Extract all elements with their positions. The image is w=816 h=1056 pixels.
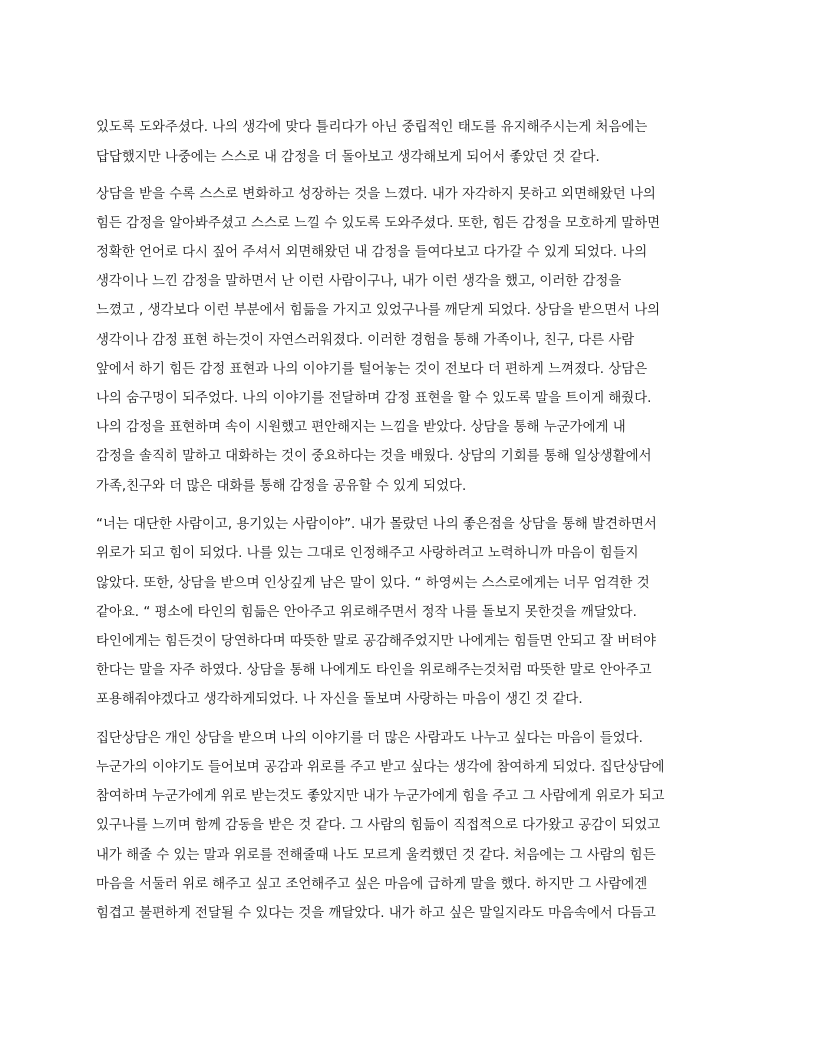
text-line: 답답했지만 나중에는 스스로 내 감정을 더 돌아보고 생각해보게 되어서 좋았던 것 같다.	[96, 150, 600, 165]
text-line: 상담을 받을 수록 스스로 변화하고 성장하는 것을 느꼈다. 내가 자각하지 못하고 외면해왔던 나의	[96, 187, 656, 202]
text-line: 감정을 솔직히 말하고 대화하는 것이 중요하다는 것을 배웠다. 상담의 기회를 통해 일상생활에서	[96, 449, 652, 464]
text-line: 생각이나 감정 표현 하는것이 자연스러워졌다. 이러한 경험을 통해 가족이나, 친구, 다른 사람	[96, 333, 635, 348]
text-line: 타인에게는 힘든것이 당연하다며 따뜻한 말로 공감해주었지만 나에게는 힘들면 안되고 잘 버텨야	[96, 634, 656, 649]
text-line: 내가 해줄 수 있는 말과 위로를 전해줄때 나도 모르게 울컥했던 것 같다. 처음에는 그 사람의 힘든	[96, 848, 656, 863]
text-line: 포용해줘야겠다고 생각하게되었다. 나 자신을 돌보며 사랑하는 마음이 생긴 것 같다.	[96, 692, 583, 707]
text-line: 느꼈고 , 생각보다 이런 부분에서 힘듦을 가지고 있었구나를 깨닫게 되었다. 상담을 받으면서 나의	[96, 303, 661, 318]
text-line: 않았다. 또한, 상담을 받으며 인상깊게 남은 말이 있다. “ 하영씨는 스스로에게는 너무 엄격한 것	[96, 576, 650, 591]
text-line: “너는 대단한 사람이고, 용기있는 사람이야”. 내가 몰랐던 나의 좋은점을 상담을 통해 발견하면서	[96, 517, 657, 532]
text-line: 누군가의 이야기도 들어보며 공감과 위로를 주고 받고 싶다는 생각에 참여하게 되었다. 집단상담에	[96, 760, 665, 775]
text-line: 앞에서 하기 힘든 감정 표현과 나의 이야기를 털어놓는 것이 전보다 더 편하게 느껴졌다. 상담은	[96, 362, 648, 377]
text-line: 집단상담은 개인 상담을 받으며 나의 이야기를 더 많은 사람과도 나누고 싶다는 마음이 들었다.	[96, 731, 643, 746]
text-line: 나의 감정을 표현하며 속이 시원했고 편안해지는 느낌을 받았다. 상담을 통해 누군가에게 내	[96, 420, 626, 435]
text-line: 가족,친구와 더 많은 대화를 통해 감정을 공유할 수 있게 되었다.	[96, 479, 467, 494]
text-line: 힘겹고 불편하게 전달될 수 있다는 것을 깨달았다. 내가 하고 싶은 말일지라도 마음속에서 다듬고	[96, 906, 656, 921]
text-line: 참여하며 누군가에게 위로 받는것도 좋았지만 내가 누군가에게 힘을 주고 그 사람에게 위로가 되고	[96, 789, 665, 804]
text-line: 있구나를 느끼며 함께 감동을 받은 것 같다. 그 사람의 힘듦이 직접적으로 다가왔고 공감이 되었고	[96, 818, 661, 833]
text-line: 생각이나 느낀 감정을 말하면서 난 이런 사람이구나, 내가 이런 생각을 했고, 이러한 감정을	[96, 274, 622, 289]
text-line: 있도록 도와주셨다. 나의 생각에 맞다 틀리다가 아닌 중립적인 태도를 유지해주시는게 처음에는	[96, 120, 648, 135]
text-line: 나의 숨구멍이 되주었다. 나의 이야기를 전달하며 감정 표현을 할 수 있도록 말을 트이게 해줬다.	[96, 391, 652, 406]
text-line: 마음을 서둘러 위로 해주고 싶고 조언해주고 싶은 마음에 급하게 말을 했다. 하지만 그 사람에겐	[96, 877, 648, 892]
text-line: 정확한 언어로 다시 짚어 주셔서 외면해왔던 내 감정을 들여다보고 다가갈 수 있게 되었다. 나의	[96, 245, 648, 260]
text-line: 힘든 감정을 알아봐주셨고 스스로 느낄 수 있도록 도와주셨다. 또한, 힘든 감정을 모호하게 말하면	[96, 216, 661, 231]
text-line: 같아요. “ 평소에 타인의 힘듦은 안아주고 위로해주면서 정작 나를 돌보지 못한것을 깨달았다.	[96, 605, 637, 620]
text-line: 위로가 되고 힘이 되었다. 나를 있는 그대로 인정해주고 사랑하려고 노력하니까 마음이 힘들지	[96, 546, 639, 561]
text-line: 한다는 말을 자주 하였다. 상담을 통해 나에게도 타인을 위로해주는것처럼 따뜻한 말로 안아주고	[96, 663, 652, 678]
